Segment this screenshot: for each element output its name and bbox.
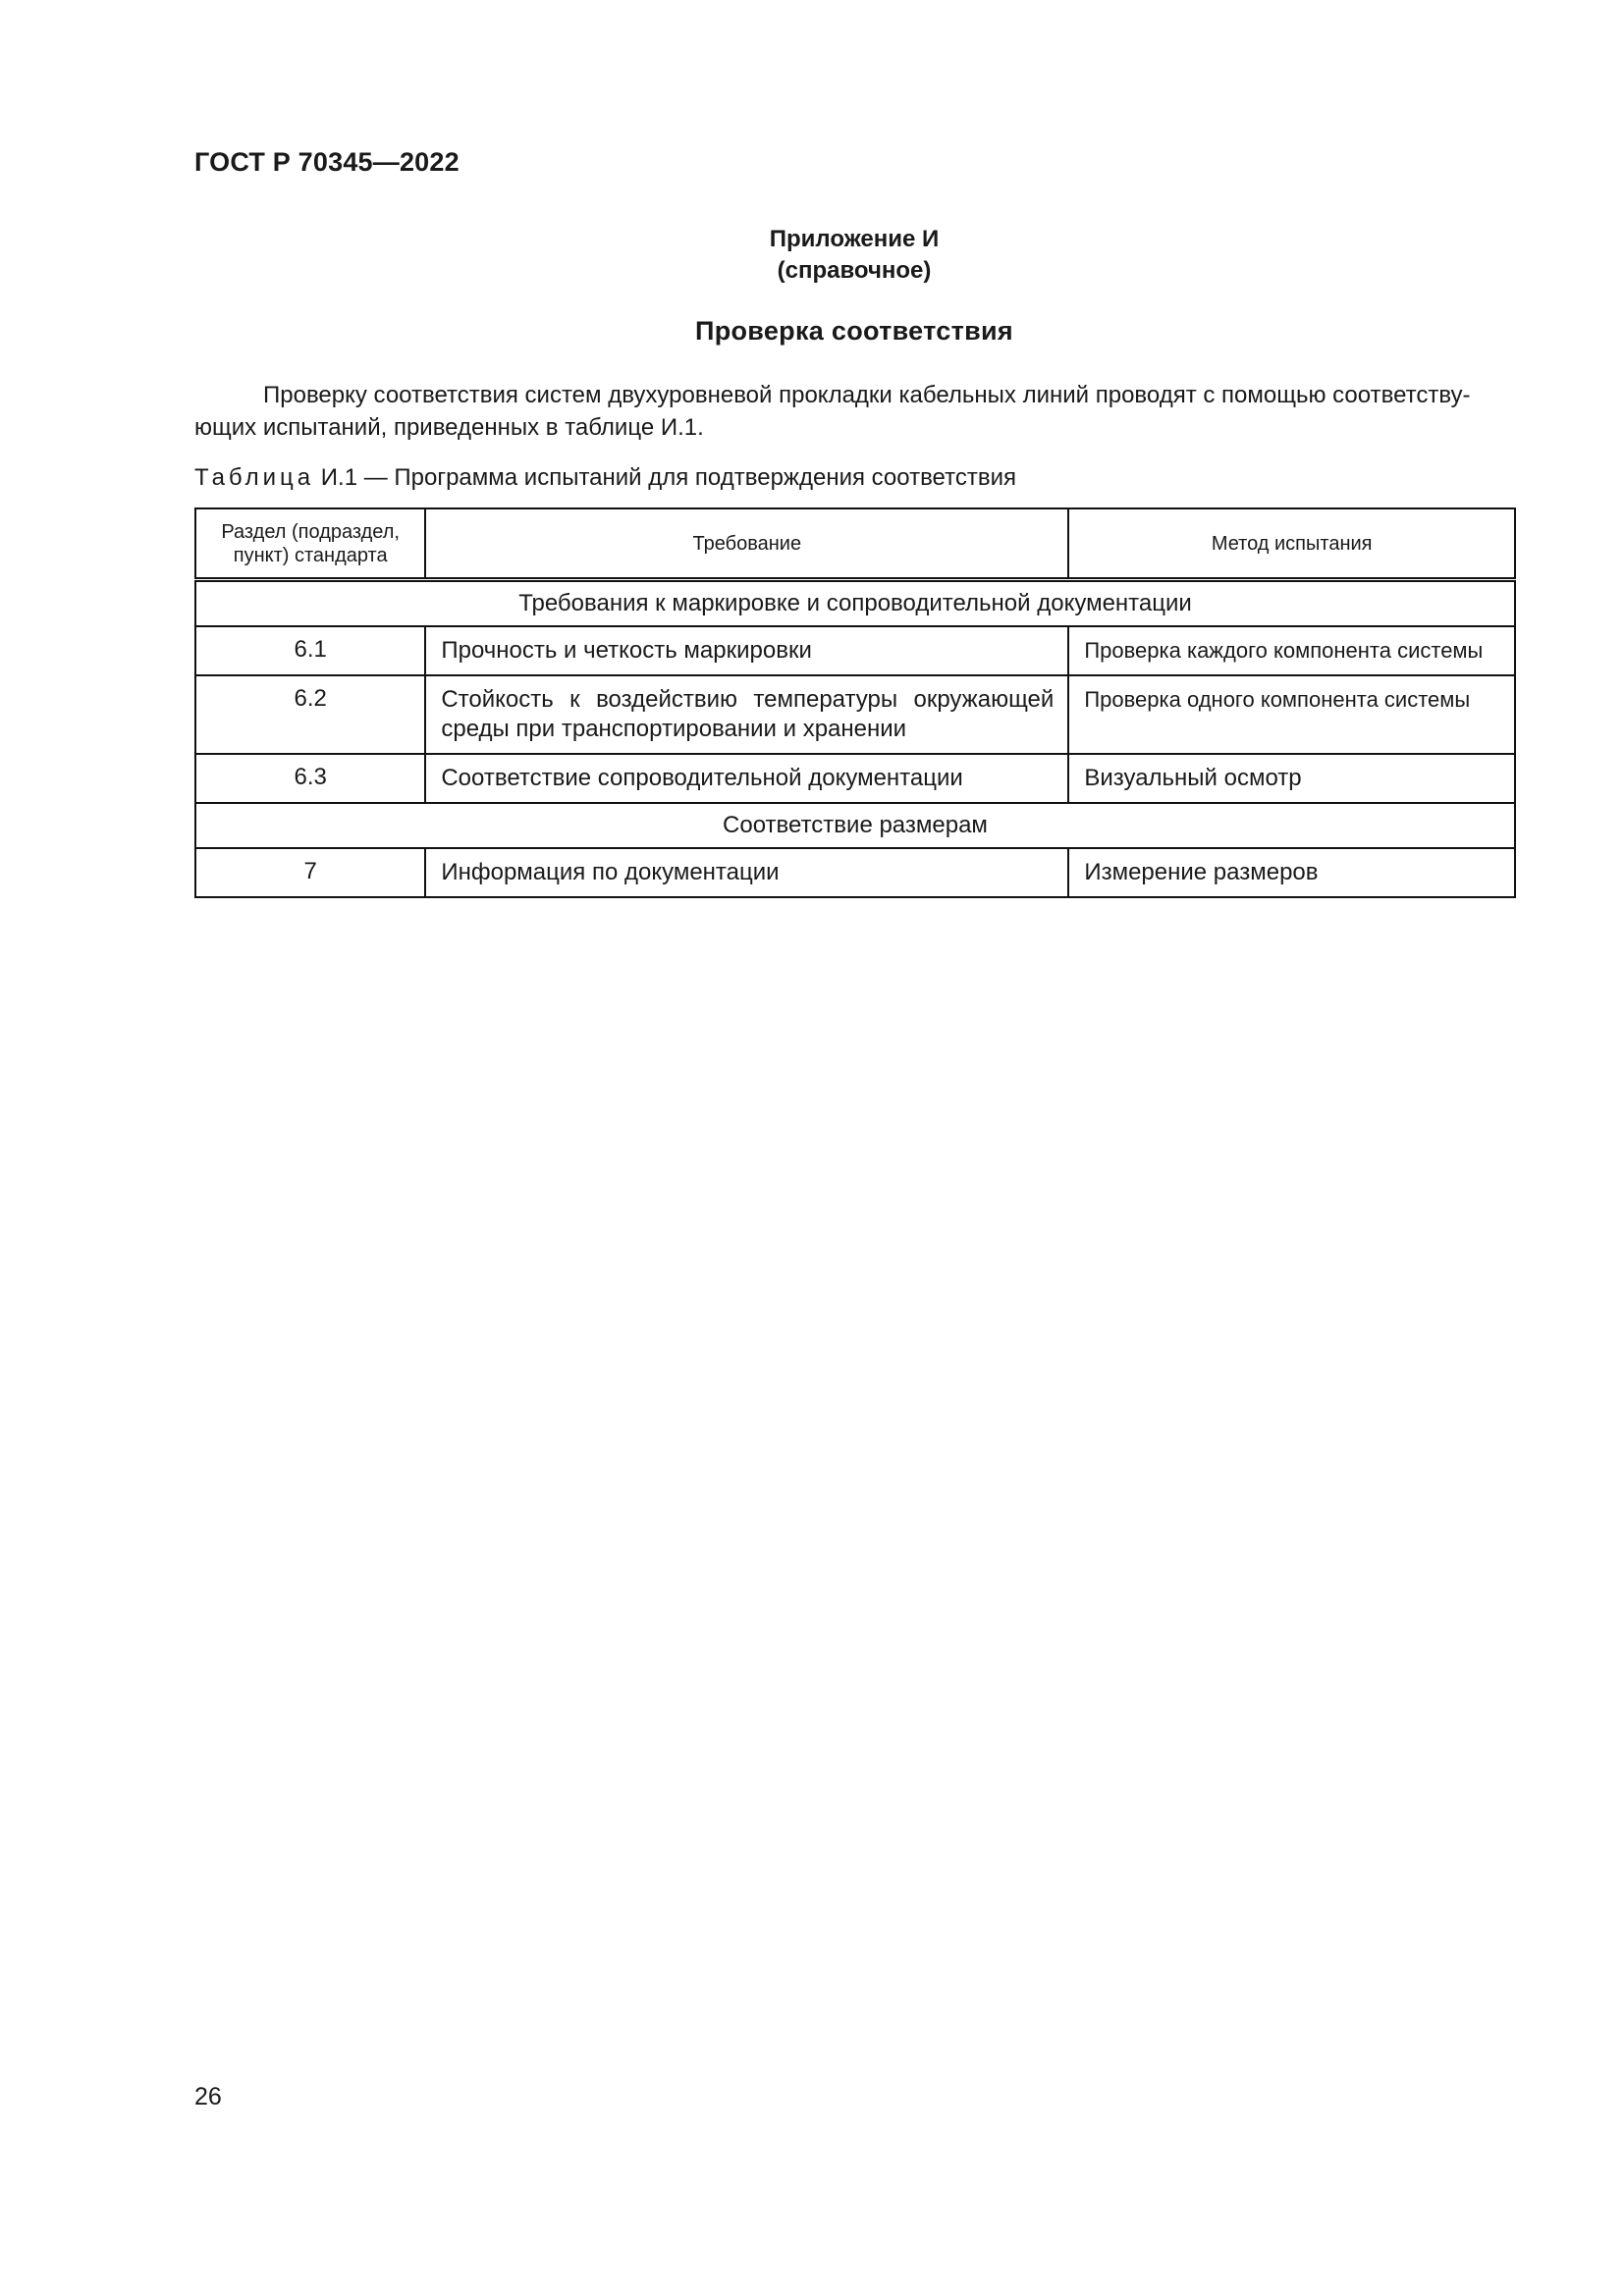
test-program-table — [194, 507, 1516, 898]
table-group-row — [195, 580, 1515, 627]
table-row — [195, 848, 1515, 897]
row-section: 6.1 — [195, 626, 425, 675]
table-caption-label: Таблица — [194, 464, 315, 491]
table-row — [195, 754, 1515, 803]
column-header-requirement: Требование — [425, 508, 1068, 580]
group-title: Требования к маркировке и сопроводительной документации — [195, 580, 1515, 627]
row-requirement: Стойкость к воздействию температуры окружающей среды при транспортировании и хранении — [425, 675, 1068, 754]
table-group-row — [195, 803, 1515, 848]
row-requirement: Прочность и четкость маркировки — [425, 626, 1068, 675]
table-caption-text: И.1 — Программа испытаний для подтверждения соответствия — [320, 464, 1016, 491]
row-section: 6.2 — [195, 675, 425, 754]
section-title: Проверка соответствия — [695, 316, 1013, 346]
row-section: 7 — [195, 848, 425, 897]
row-method: Визуальный осмотр — [1068, 754, 1515, 803]
row-requirement: Информация по документации — [425, 848, 1068, 897]
table-row — [195, 675, 1515, 754]
row-method: Проверка одного компонента системы — [1068, 675, 1515, 754]
row-section: 6.3 — [195, 754, 425, 803]
appendix-title: Приложение И — [769, 226, 940, 252]
column-header-method: Метод испытания — [1068, 508, 1515, 580]
document-code: ГОСТ Р 70345—2022 — [194, 147, 460, 177]
group-title: Соответствие размерам — [195, 803, 1515, 848]
table-row — [195, 626, 1515, 675]
page-number: 26 — [194, 2083, 222, 2110]
table-caption — [194, 464, 1016, 492]
row-method: Измерение размеров — [1068, 848, 1515, 897]
row-requirement: Соответствие сопроводительной документации — [425, 754, 1068, 803]
column-header-section: Раздел (подраздел, пункт) стандарта — [195, 508, 425, 580]
table-header-row — [195, 508, 1515, 580]
intro-text: Проверку соответствия систем двухуровневой прокладки кабельных линий проводят с помощью соответству-ющих испытаний, приведенных в таблице И.1. — [194, 382, 1471, 441]
appendix-type: (справочное) — [777, 257, 932, 284]
row-method: Проверка каждого компонента системы — [1068, 626, 1515, 675]
appendix-heading — [194, 224, 1514, 287]
intro-paragraph — [194, 379, 1514, 444]
